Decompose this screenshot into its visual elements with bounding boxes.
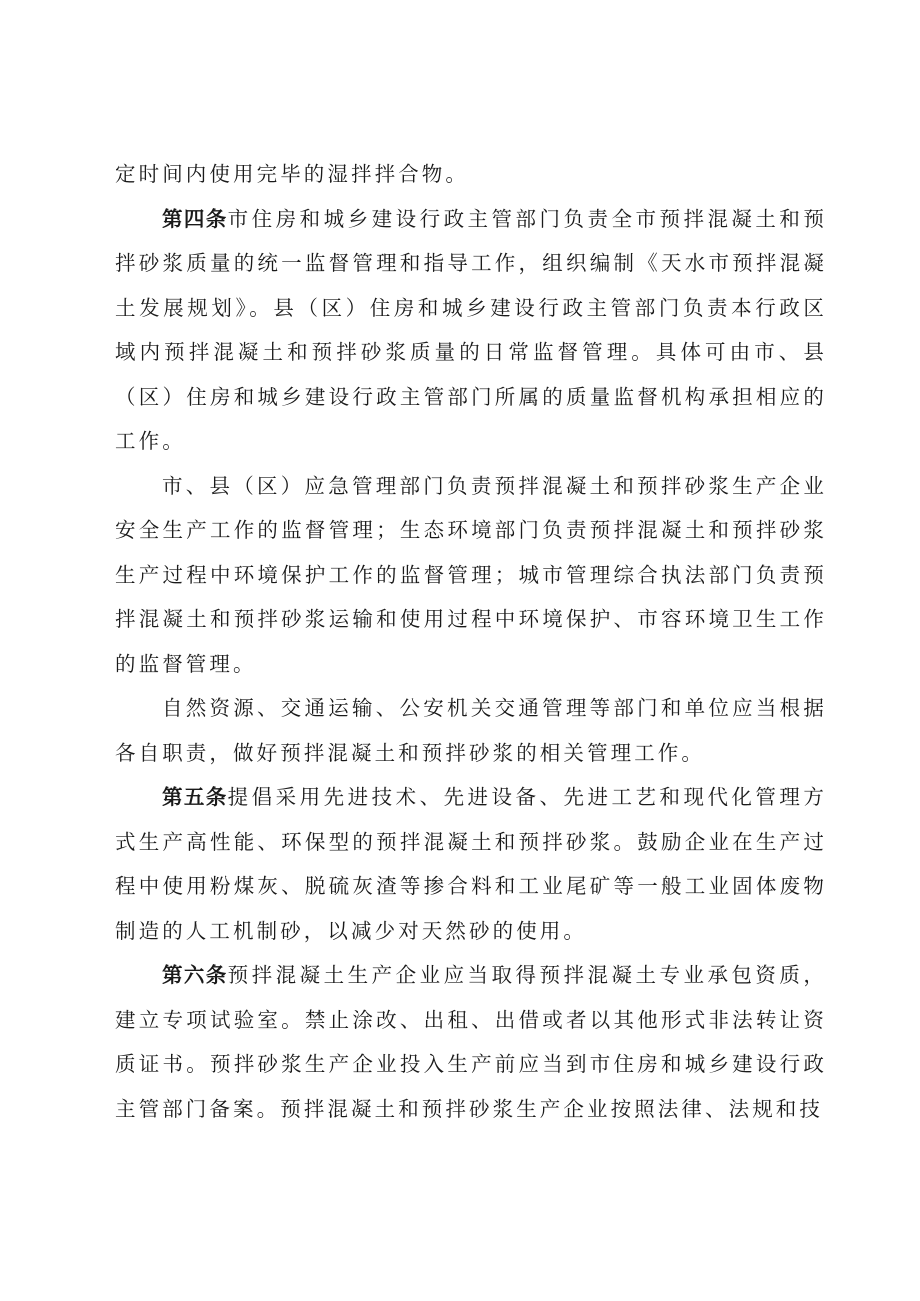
paragraph-text: 提倡采用先进技术、先进设备、先进工艺和现代化管理方式生产高性能、环保型的预拌混凝土和预拌砂浆。鼓励企业在生产过程中使用粉煤灰、脱硫灰渣等掺合料和工业尾矿等一般工业固体废物制造的人工机制砂，以减少对天然砂的使用。: [115, 785, 828, 943]
article-number: 第四条: [162, 206, 228, 231]
paragraph-article-4-duties: [115, 464, 827, 687]
paragraph-text: 市住房和城乡建设行政主管部门负责全市预拌混凝土和预拌砂浆质量的统一监督管理和指导工作，组织编制《天水市预拌混凝土发展规划》。县（区）住房和城乡建设行政主管部门负责本行政区域内预拌混凝土和预拌砂浆质量的日常监督管理。具体可由市、县（区）住房和城乡建设行政主管部门所属的质量监督机构承担相应的工作。: [115, 206, 828, 453]
document-body: [115, 152, 827, 1131]
paragraph-text: 自然资源、交通运输、公安机关交通管理等部门和单位应当根据各自职责，做好预拌混凝土和预拌砂浆的相关管理工作。: [115, 696, 827, 765]
paragraph-article-4-others: [115, 686, 827, 775]
article-number: 第五条: [162, 785, 228, 809]
paragraph-text: 市、县（区）应急管理部门负责预拌混凝土和预拌砂浆生产企业安全生产工作的监督管理；生态环境部门负责预拌混凝土和预拌砂浆生产过程中环境保护工作的监督管理；城市管理综合执法部门负责预拌混凝土和预拌砂浆运输和使用过程中环境保护、市容环境卫生工作的监督管理。: [115, 473, 827, 676]
paragraph-text: 预拌混凝土生产企业应当取得预拌混凝土专业承包资质，建立专项试验室。禁止涂改、出租、出借或者以其他形式非法转让资质证书。预拌砂浆生产企业投入生产前应当到市住房和城乡建设行政主管部门备案。预拌混凝土和预拌砂浆生产企业按照法律、法规和技: [115, 963, 828, 1121]
paragraph-article-5: [115, 775, 827, 953]
article-number: 第六条: [162, 963, 228, 987]
paragraph-article-4: [115, 197, 827, 464]
paragraph-article-6: [115, 953, 827, 1131]
paragraph-text: 定时间内使用完毕的湿拌拌合物。: [115, 162, 469, 186]
paragraph-continuation: [115, 152, 827, 197]
